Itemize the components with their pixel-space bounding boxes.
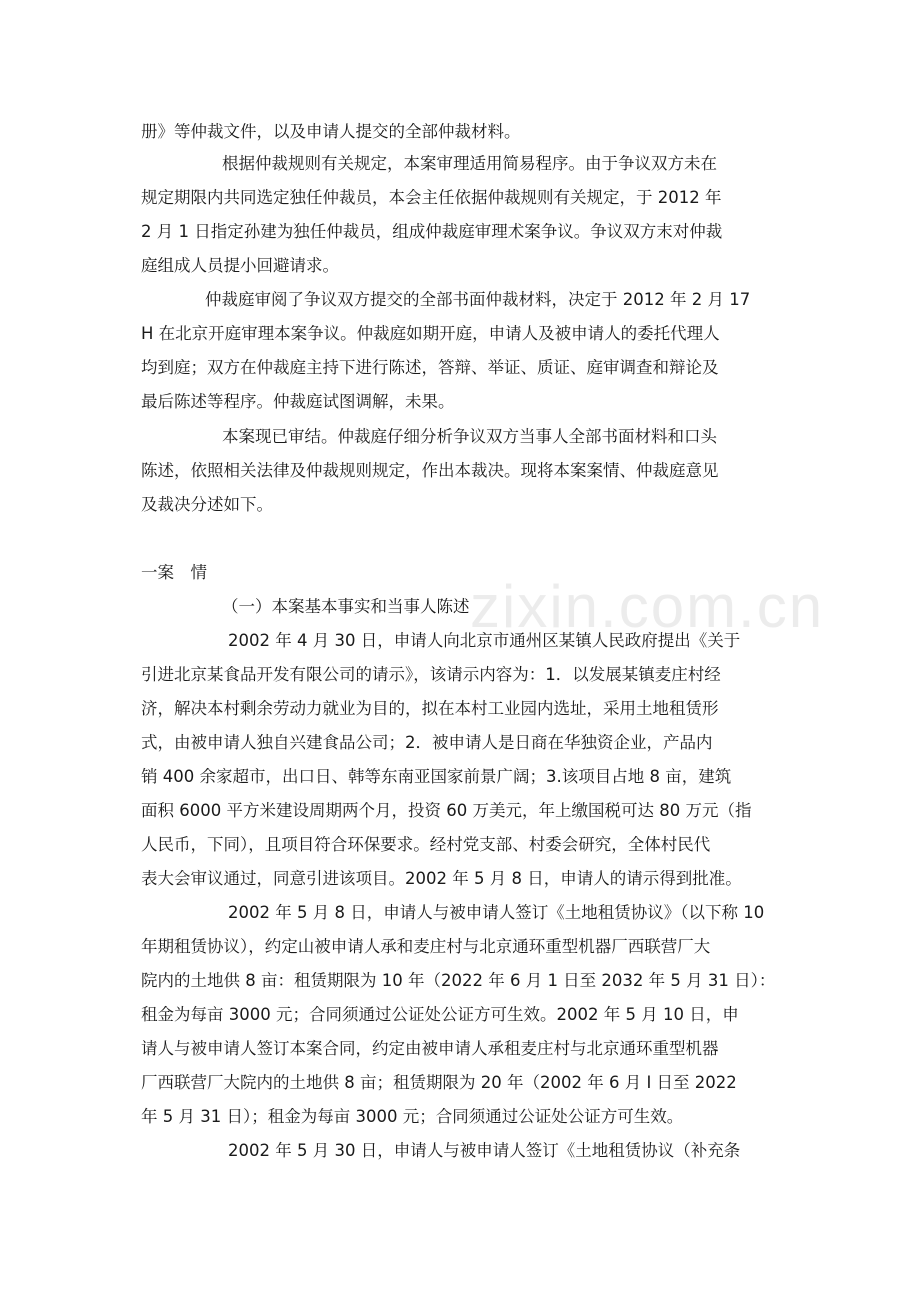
text-line: 院内的土地供 8 亩：租赁期限为 10 年（2022 年 6 月 1 日至 2032 年 5 月 31 日）： [141, 971, 776, 990]
text-line: 规定期限内共同选定独任仲裁员，本会主任依据仲裁规则有关规定，于 2012 年 [141, 188, 722, 207]
text-line: 年 5 月 31 日）；租金为每亩 3000 元；合同须通过公证处公证方可生效。 [141, 1107, 684, 1126]
watermark: zixin.com.cn [470, 573, 825, 640]
text-line: 及裁决分述如下。 [141, 495, 273, 514]
text-line: 本案现已审结。仲裁庭仔细分析争议双方当事人全部书面材料和口头 [222, 427, 717, 446]
text-line: 册》等仲裁文件，以及申请人提交的全部仲裁材料。 [141, 122, 521, 141]
text-line: 济，解决本村剩余劳动力就业为目的，拟在本村工业园内选址，采用土地租赁形 [141, 699, 719, 718]
text-line: 面积 6000 平方米建设周期两个月，投资 60 万美元，年上缴国税可达 80 万元（指 [141, 801, 752, 820]
text-line: 2002 年 5 月 8 日，申请人与被申请人签订《土地租赁协议》（以下称 10 [228, 903, 765, 922]
subsection-heading: （一）本案基本事实和当事人陈述 [222, 597, 470, 616]
text-line: 年期租赁协议），约定山被申请人承和麦庄村与北京通环重型机器厂西联营厂大 [141, 937, 711, 956]
text-line: 2002 年 4 月 30 日，申请人向北京市通州区某镇人民政府提出《关于 [228, 631, 741, 650]
text-line: 销 400 余家超市，出口日、韩等东南亚国家前景广阔；3.该项目占地 8 亩，建筑 [141, 767, 732, 786]
text-line: 式，由被申请人独自兴建食品公司；2．被申请人是日商在华独资企业，产品内 [141, 733, 713, 752]
text-line: 根据仲裁规则有关规定，本案审理适用简易程序。由于争议双方未在 [222, 154, 717, 173]
text-line: 最后陈述等程序。仲裁庭试图调解，未果。 [141, 392, 455, 411]
text-line: 庭组成人员提小回避请求。 [141, 256, 339, 275]
text-line: 陈述，依照相关法律及仲裁规则规定，作出本裁决。现将本案案情、仲裁庭意见 [141, 461, 719, 480]
text-line: 2002 年 5 月 30 日，申请人与被申请人签订《土地租赁协议（补充条 [228, 1141, 741, 1160]
text-line: 表大会审议通过，同意引进该项目。2002 年 5 月 8 日，申请人的请示得到批准。 [141, 869, 742, 888]
text-line: 均到庭；双方在仲裁庭主持下进行陈述，答辩、举证、质证、庭审调查和辩论及 [141, 358, 719, 377]
text-line: 2 月 1 日指定孙建为独任仲裁员，组成仲裁庭审理术案争议。争议双方末对仲裁 [141, 222, 723, 241]
text-line: H 在北京开庭审理本案争议。仲裁庭如期开庭，申请人及被申请人的委托代理人 [141, 324, 720, 343]
text-line: 请人与被申请人签订本案合同，约定由被申请人承租麦庄村与北京通环重型机器 [141, 1039, 719, 1058]
text-line: 仲裁庭审阅了争议双方提交的全部书面仲裁材料，决定于 2012 年 2 月 17 [205, 290, 751, 309]
text-line: 引进北京某食品开发有限公司的请示》，该请示内容为：1．以发展某镇麦庄村经 [141, 665, 721, 684]
text-line: 厂西联营厂大院内的土地供 8 亩；租赁期限为 20 年（2002 年 6 月 I 日至 2022 [141, 1073, 737, 1092]
text-line: 人民币，下同），且项目符合环保要求。经村党支部、村委会研究，全体村民代 [141, 835, 711, 854]
text-line: 租金为每亩 3000 元；合同须通过公证处公证方可生效。2002 年 5 月 10 日，申 [141, 1005, 739, 1024]
section-heading: 一案 情 [141, 563, 207, 582]
